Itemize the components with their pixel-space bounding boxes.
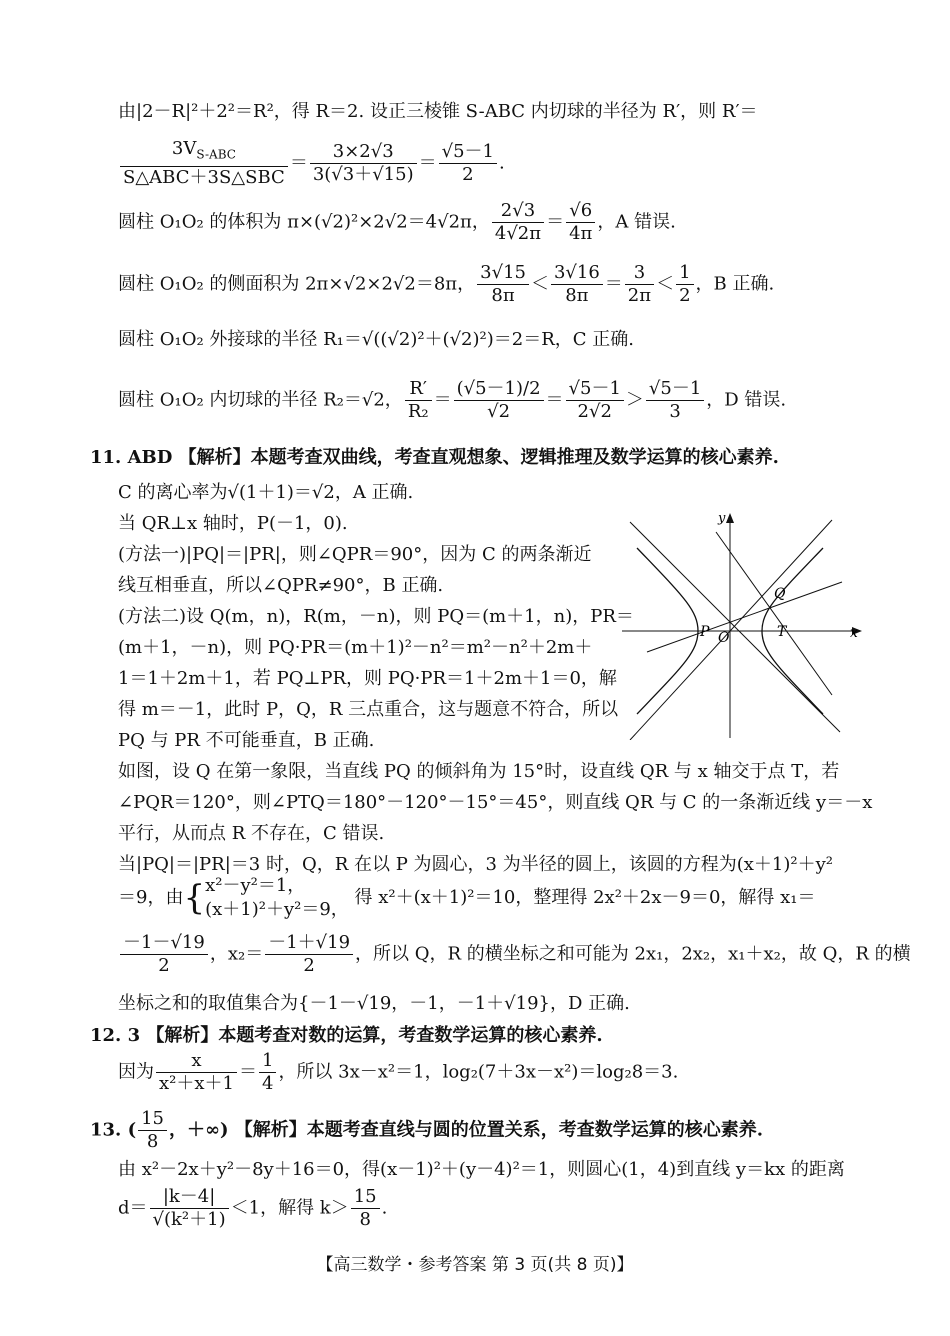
formula-line: d＝ $\frac{|k-4|}{\text{√(k²＋1)}}$ ＜1，解得 k＞ $\frac{15}{8}$ .: [118, 1186, 388, 1230]
fraction: $\frac{3\times 2√3}{3(√3+√15)}$: [310, 141, 417, 186]
formula-line: 圆柱 O₁O₂ 内切球的半径 R₂＝√2， $\frac{R'}{\text{R₂}}$ ＝ $\frac{(√5-1)/2}{√2}$ ＝ $\frac{√5-1}{2√2}$ ＞ $\frac{√5-1}{3}$ ，D 错误.: [118, 378, 787, 422]
text-line: 平行，从而点 R 不存在，C 错误.: [118, 823, 385, 844]
label-x: x: [850, 625, 858, 641]
formula-line: $\frac{3V_{S-ABC}}{\text{S△ABC＋3S△SBC}}$ ＝ $\frac{3\times 2√3}{3(√3+√15)}$ ＝ $\frac{√5-1}{2}$ .: [118, 138, 505, 189]
question-11-header: 11. ABD 【解析】本题考查双曲线，考查直观想象、逻辑推理及数学运算的核心素养.: [90, 447, 779, 468]
text-line: ∠PQR＝120°，则∠PTQ＝180°－120°－15°＝45°，则直线 QR 与 C 的一条渐近线 y＝－x: [118, 792, 873, 813]
fraction: $\frac{3V_{S-ABC}}{\text{S△ABC＋3S△SBC}}$: [120, 138, 288, 189]
text-line: C 的离心率为√(1＋1)＝√2，A 正确.: [118, 482, 414, 503]
text-line: PQ 与 PR 不可能垂直，B 正确.: [118, 730, 375, 751]
formula-line: ＝9，由{ x²－y²＝1， (x＋1)²＋y²＝9， 得 x²＋(x＋1)²＝10，整理得 2x²＋2x－9＝0，解得 x₁＝: [118, 875, 816, 920]
text-line: (方法二)设 Q(m，n)，R(m，－n)，则 PQ＝(m＋1，n)，PR＝: [118, 606, 634, 627]
text-line: (m＋1，－n)，则 PQ·PR＝(m＋1)²－n²＝m²－n²＋2m＋: [118, 637, 593, 658]
label-o: O: [718, 630, 730, 646]
label-q: Q: [774, 586, 786, 602]
text-line: (方法一)|PQ|＝|PR|，则∠QPR＝90°，因为 C 的两条渐近: [118, 544, 592, 565]
formula-line: 圆柱 O₁O₂ 的体积为 π×(√2)²×2√2＝4√2π， $\frac{2√3}{4√2\pi}$ ＝ $\frac{√6}{4\pi}$ ，A 错误.: [118, 200, 676, 244]
question-13-header: 13. ( $\frac{15}{8}$ ，＋∞) 【解析】本题考查直线与圆的位置关系，考查数学运算的核心素养.: [90, 1108, 764, 1152]
text-line: 圆柱 O₁O₂ 外接球的半径 R₁＝√((√2)²＋(√2)²)＝2＝R，C 正确.: [118, 329, 634, 350]
text-line: 由|2－R|²＋2²＝R²，得 R＝2. 设正三棱锥 S-ABC 内切球的半径为 R′，则 R′＝: [118, 101, 758, 122]
text-line: 得 m＝－1，此时 P，Q，R 三点重合，这与题意不符合，所以: [118, 699, 619, 720]
label-t: T: [777, 624, 787, 640]
text-line: 由 x²－2x＋y²－8y＋16＝0，得(x－1)²＋(y－4)²＝1，则圆心(1，4)到直线 y＝kx 的距离: [118, 1159, 845, 1180]
question-12-header: 12. 3 【解析】本题考查对数的运算，考查数学运算的核心素养.: [90, 1025, 603, 1046]
text-line: 坐标之和的取值集合为{－1－√19，－1，－1＋√19}，D 正确.: [118, 993, 630, 1014]
formula-line: 因为 $\frac{x}{\text{x²＋x＋1}}$ ＝ $\frac{1}{4}$ ，所以 3x－x²＝1，log₂(7＋3x－x²)＝log₂8＝3.: [118, 1050, 679, 1094]
label-y: y: [718, 511, 726, 526]
line-pq: [647, 582, 842, 652]
y-axis-arrow: [726, 513, 734, 523]
text-line: 线互相垂直，所以∠QPR≠90°，B 正确.: [118, 575, 444, 596]
text-line: 如图，设 Q 在第一象限，当直线 PQ 的倾斜角为 15°时，设直线 QR 与 x 轴交于点 T，若: [118, 761, 840, 782]
text-line: 1＝1＋2m＋1，若 PQ⊥PR，则 PQ·PR＝1＋2m＋1＝0，解: [118, 668, 617, 689]
fraction: $\frac{√5-1}{2}$: [439, 141, 497, 186]
text-line: 当|PQ|＝|PR|＝3 时，Q，R 在以 P 为圆心，3 为半径的圆上，该圆的方程为(x＋1)²＋y²: [118, 854, 833, 875]
label-p: P: [700, 624, 710, 640]
hyperbola-figure: [622, 510, 867, 740]
page-footer: 【高三数学・参考答案 第 3 页(共 8 页)】: [316, 1255, 634, 1275]
asymptote-line: [630, 522, 840, 732]
formula-line: $\frac{-1-√19}{2}$ ，x₂＝ $\frac{-1+√19}{2}$ ，所以 Q，R 的横坐标之和可能为 2x₁，2x₂，x₁＋x₂，故 Q，R 的横: [118, 932, 911, 977]
text-line: 当 QR⊥x 轴时，P(－1，0).: [118, 513, 348, 534]
formula-line: 圆柱 O₁O₂ 的侧面积为 2π×√2×2√2＝8π， $\frac{3√15}{8\pi}$ ＜ $\frac{3√16}{8\pi}$ ＝ $\frac{3}{2\pi}$ ＜ $\frac{1}{2}$ ，B 正确.: [118, 262, 775, 306]
